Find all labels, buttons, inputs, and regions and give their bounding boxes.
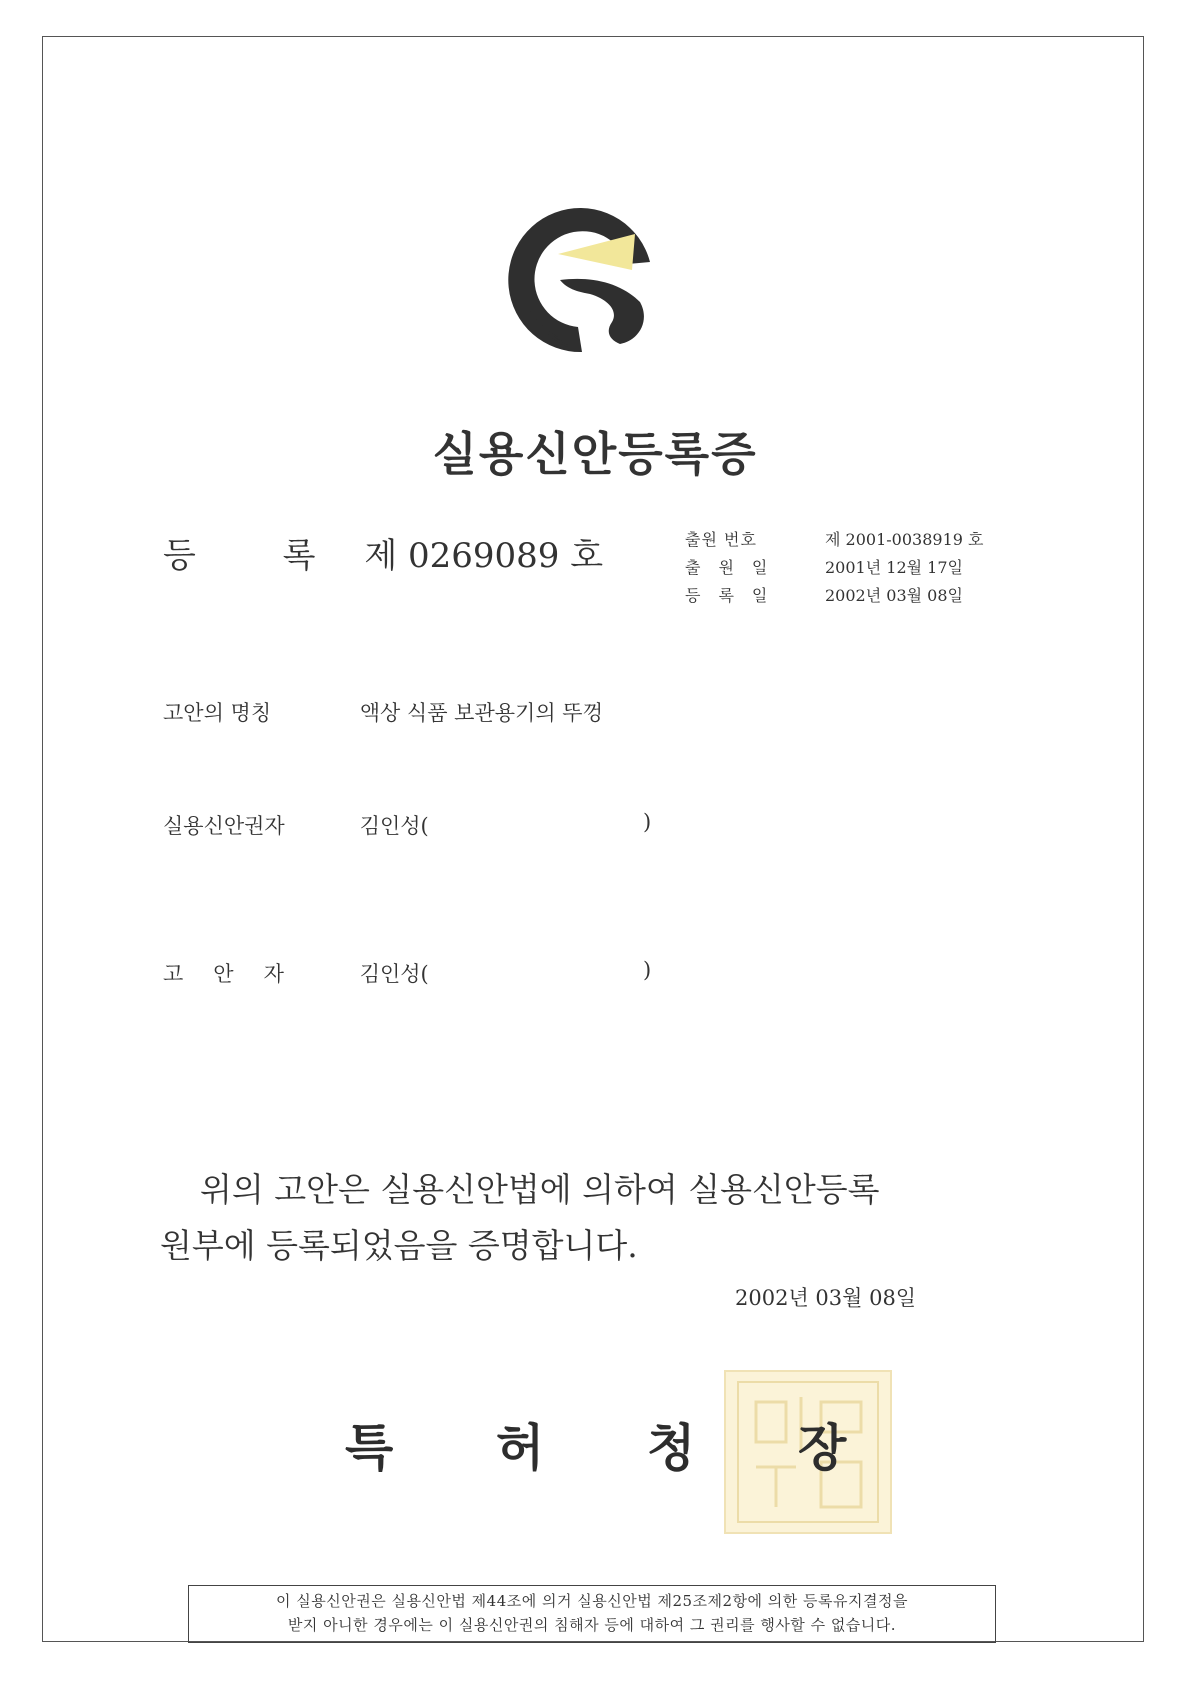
info-value: 2002년 03월 08일	[825, 586, 963, 605]
info-row	[685, 526, 983, 554]
commissioner-char: 장	[798, 1419, 847, 1477]
legal-notice	[188, 1585, 996, 1643]
info-row	[685, 554, 983, 582]
info-row	[685, 582, 983, 610]
registration-number-value: 제 0269089 호	[364, 536, 604, 576]
inventor-field	[163, 958, 652, 988]
issue-date: 2002년 03월 08일	[735, 1286, 917, 1310]
info-value: 제 2001-0038919 호	[825, 530, 984, 549]
inventor-label: 고안자	[163, 962, 314, 986]
owner-paren-close: )	[643, 810, 652, 834]
device-name-field	[163, 697, 603, 727]
info-label: 출원일	[685, 558, 786, 577]
owner-value: 김인성(	[359, 814, 429, 838]
government-emblem-icon	[500, 192, 700, 372]
certification-statement	[160, 1162, 1040, 1274]
statement-line: 위의 고안은 실용신안법에 의하여 실용신안등록	[200, 1170, 880, 1209]
inventor-value: 김인성(	[359, 962, 429, 986]
info-label: 등록일	[685, 586, 786, 605]
device-name-value: 액상 식품 보관용기의 뚜껑	[359, 701, 603, 725]
notice-line: 이 실용신안권은 실용신안법 제44조에 의거 실용신안법 제25조제2항에 의한 등록유지결정을	[275, 1592, 908, 1610]
owner-field	[163, 810, 652, 840]
application-info	[685, 526, 983, 610]
page-title: 실용신안등록증	[432, 427, 758, 481]
statement-line: 원부에 등록되었음을 증명합니다.	[160, 1226, 638, 1265]
registration-prefix: 등 록	[163, 536, 354, 576]
info-value: 2001년 12월 17일	[825, 558, 963, 577]
commissioner-char: 청	[647, 1419, 696, 1477]
commissioner-char: 허	[496, 1419, 545, 1477]
info-label: 출원 번호	[685, 530, 757, 549]
registration-number	[163, 528, 603, 577]
commissioner-char: 특	[345, 1419, 394, 1477]
owner-label: 실용신안권자	[163, 814, 285, 838]
inventor-paren-close: )	[643, 958, 652, 982]
notice-line: 받지 아니한 경우에는 이 실용신안권의 침해자 등에 대하여 그 권리를 행사할 수 없습니다.	[287, 1616, 897, 1634]
device-name-label: 고안의 명칭	[163, 701, 272, 725]
